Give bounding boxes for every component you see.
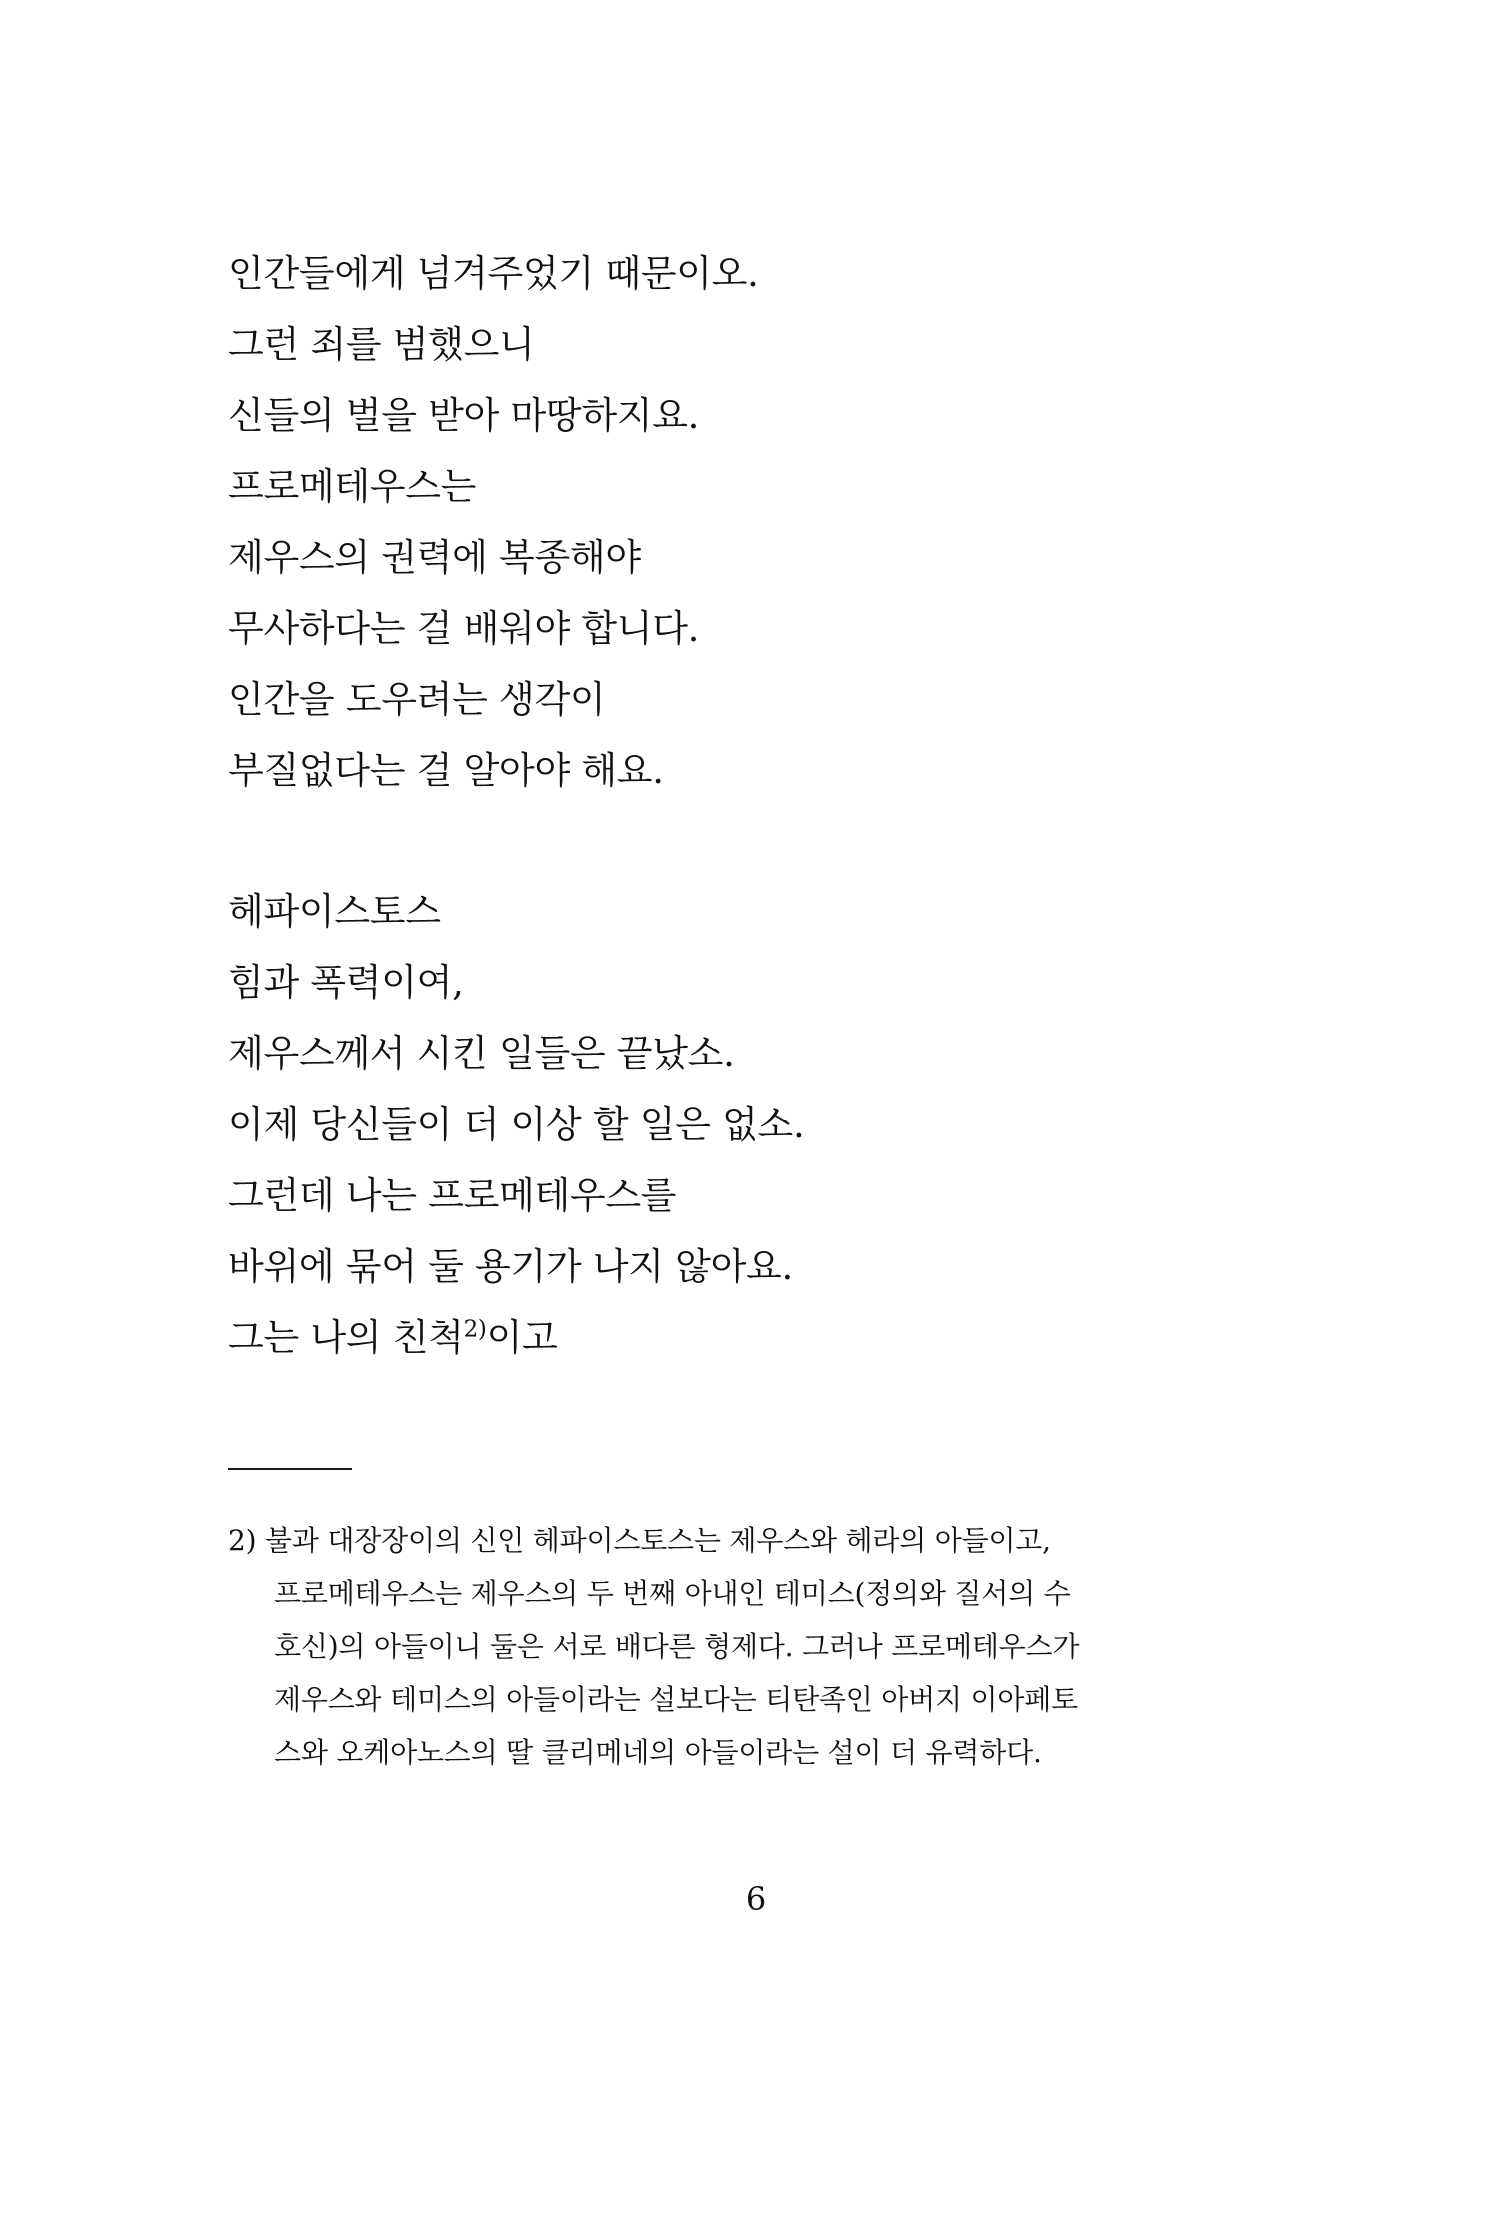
verse-line: 그런데 나는 프로메테우스를 — [228, 1174, 677, 1217]
footnote-line: 제우스와 테미스의 아들이라는 설보다는 티탄족인 아버지 이아페토 — [274, 1683, 1078, 1716]
stanza-separator — [228, 806, 1328, 876]
footnote-line: 2) 불과 대장장이의 신인 헤파이스토스는 제우스와 헤라의 아들이고, — [228, 1524, 1051, 1557]
verse-line: 신들의 벌을 받아 마땅하지요. — [228, 394, 700, 437]
footnote-item — [228, 1514, 1308, 1779]
footnote-line: 호신)의 아들이니 둘은 서로 배다른 형제다. 그러나 프로메테우스가 — [274, 1630, 1080, 1663]
verse-text-suffix: 이고 — [486, 1316, 558, 1359]
verse-line: 이제 당신들이 더 이상 할 일은 없소. — [228, 1103, 805, 1146]
footnote-reference-icon[interactable]: 2) — [463, 1316, 487, 1343]
verse-line: 그런 죄를 범했으니 — [228, 323, 535, 366]
verse-line: 제우스의 권력에 복종해야 — [228, 536, 641, 579]
verse-line: 무사하다는 걸 배워야 합니다. — [228, 607, 700, 650]
poem-body — [228, 238, 1328, 1373]
footnote-line: 프로메테우스는 제우스의 두 번째 아내인 테미스(정의와 질서의 수 — [274, 1577, 1071, 1610]
page-number: 6 — [745, 1880, 767, 1918]
verse-line-with-footnote — [228, 1302, 1328, 1373]
footnote-area — [228, 1468, 1308, 1779]
verse-line: 부질없다는 걸 알아야 해요. — [228, 749, 664, 792]
verse-line: 인간을 도우려는 생각이 — [228, 678, 606, 721]
footnote-line: 스와 오케아노스의 딸 클리메네의 아들이라는 설이 더 유력하다. — [274, 1736, 1042, 1769]
verse-line: 제우스께서 시킨 일들은 끝났소. — [228, 1032, 735, 1075]
footnote-divider — [228, 1468, 352, 1470]
verse-text-prefix: 그는 나의 친척 — [228, 1316, 464, 1359]
verse-line: 힘과 폭력이여, — [228, 961, 464, 1004]
verse-line: 프로메테우스는 — [228, 465, 477, 508]
verse-line: 바위에 묶어 둘 용기가 나지 않아요. — [228, 1245, 793, 1288]
speaker-name: 헤파이스토스 — [228, 890, 441, 933]
verse-line: 인간들에게 넘겨주었기 때문이오. — [228, 252, 759, 295]
